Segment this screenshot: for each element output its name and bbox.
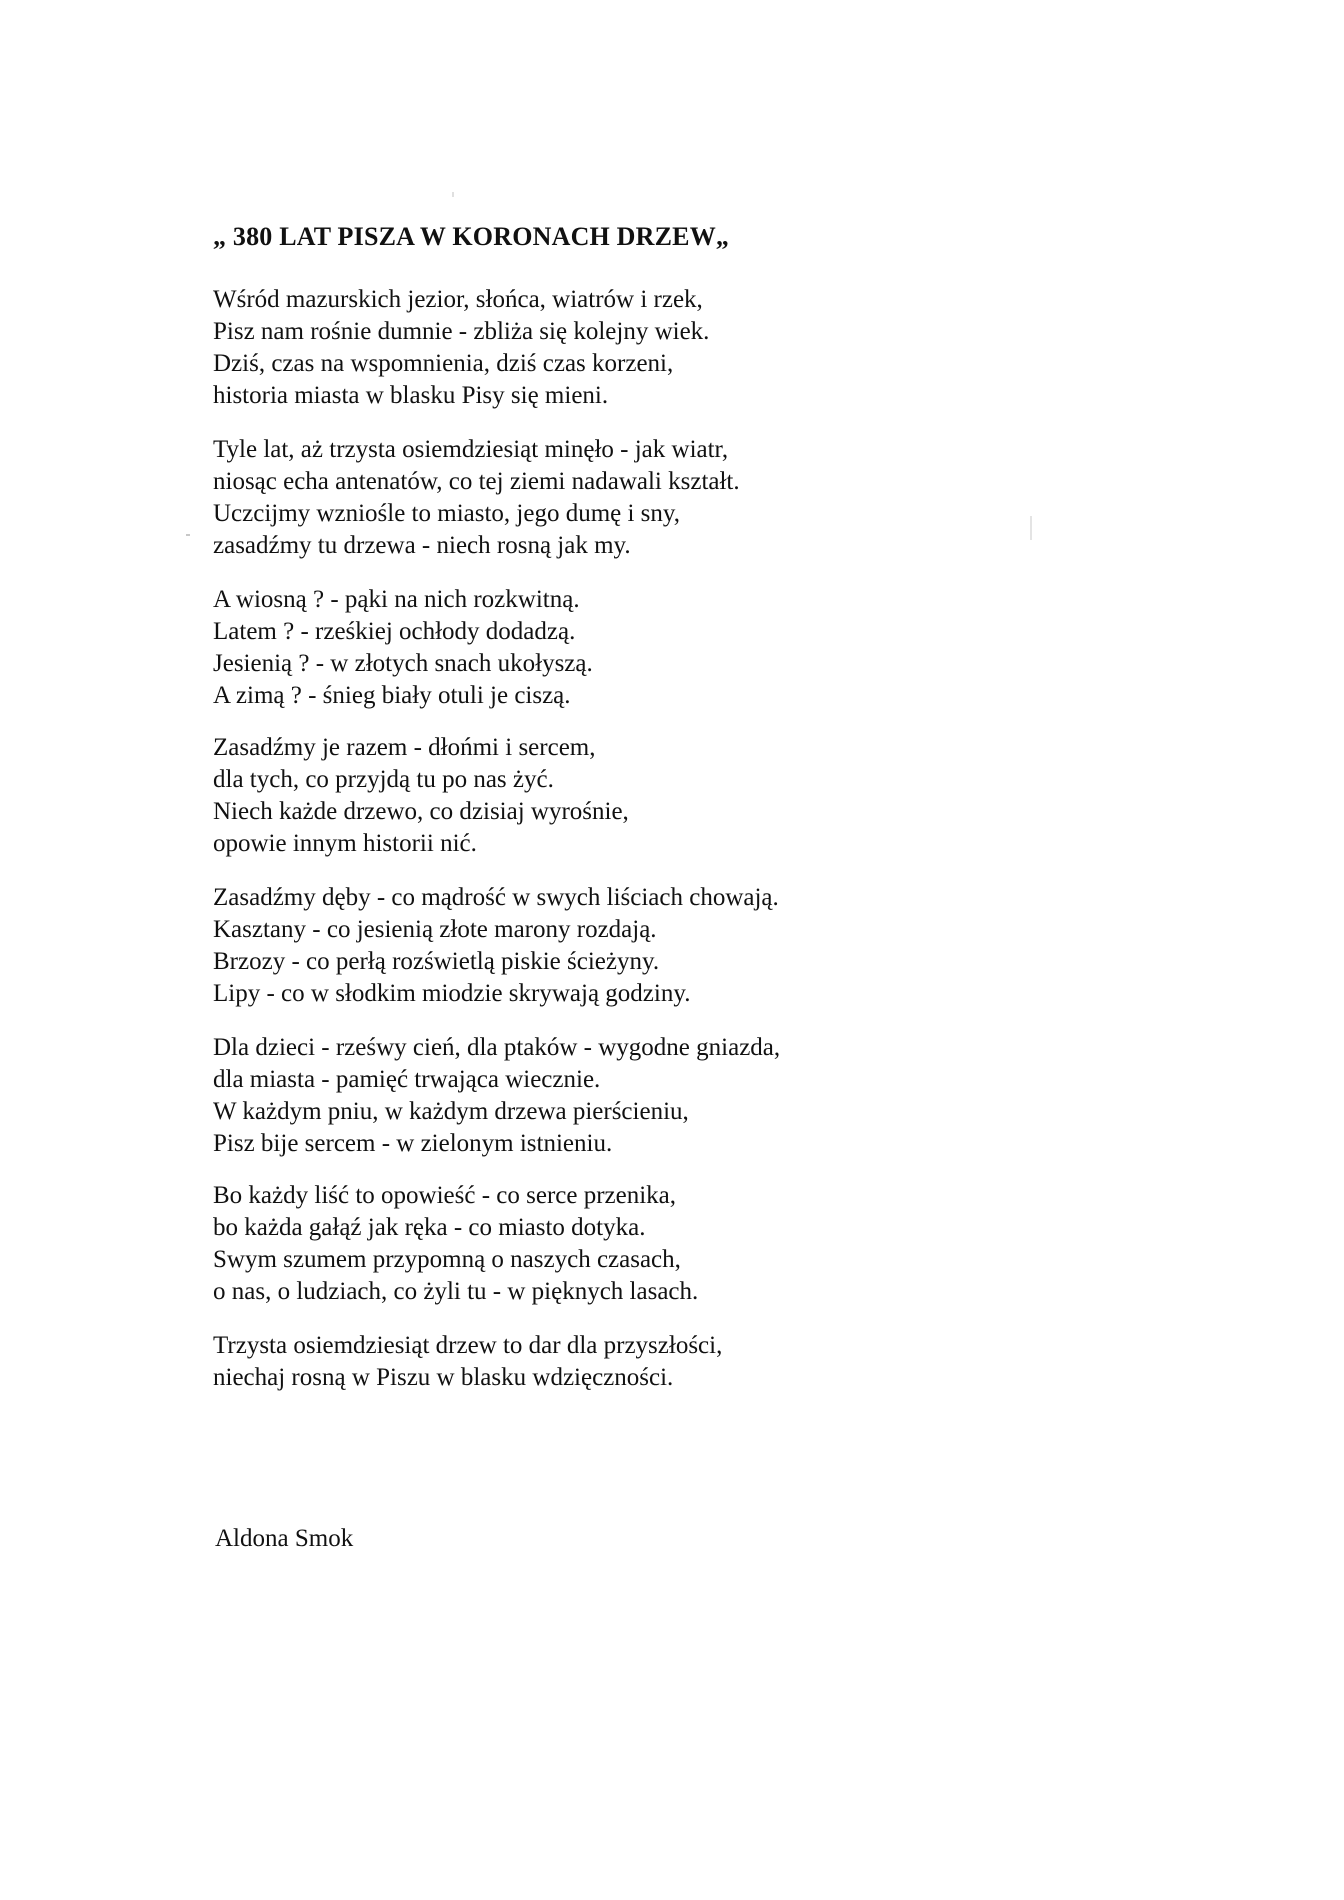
- poem-line: Uczcijmy wzniośle to miasto, jego dumę i sny,: [213, 500, 681, 527]
- poem-line: historia miasta w blasku Pisy się mieni.: [213, 382, 609, 409]
- author-signature: Aldona Smok: [215, 1525, 354, 1552]
- poem-line: Trzysta osiemdziesiąt drzew to dar dla przyszłości,: [213, 1332, 723, 1359]
- scan-speck: [186, 534, 190, 536]
- poem-line: Niech każde drzewo, co dzisiaj wyrośnie,: [213, 798, 629, 825]
- poem-line: dla miasta - pamięć trwająca wiecznie.: [213, 1066, 601, 1093]
- poem-line: Jesienią ? - w złotych snach ukołyszą.: [213, 650, 593, 677]
- poem-line: A wiosną ? - pąki na nich rozkwitną.: [213, 586, 580, 613]
- poem-line: W każdym pniu, w każdym drzewa pierścieniu,: [213, 1098, 689, 1125]
- poem-line: zasadźmy tu drzewa - niech rosną jak my.: [213, 532, 631, 559]
- poem-line: Tyle lat, aż trzysta osiemdziesiąt minęło - jak wiatr,: [213, 436, 729, 463]
- stanza-5: [213, 882, 779, 1010]
- poem-line: A zimą ? - śnieg biały otuli je ciszą.: [213, 682, 571, 709]
- stanza-2: [213, 434, 740, 562]
- poem-line: o nas, o ludziach, co żyli tu - w pięknych lasach.: [213, 1278, 699, 1305]
- stanza-1: [213, 284, 709, 412]
- poem-line: Swym szumem przypomną o naszych czasach,: [213, 1246, 681, 1273]
- stanza-4: [213, 732, 629, 860]
- stanza-8: [213, 1330, 722, 1394]
- poem-line: Pisz bije sercem - w zielonym istnieniu.: [213, 1130, 613, 1157]
- poem-line: bo każda gałąź jak ręka - co miasto dotyka.: [213, 1214, 646, 1241]
- scan-speck: [452, 192, 454, 197]
- poem-line: niosąc echa antenatów, co tej ziemi nadawali kształt.: [213, 468, 740, 495]
- poem-line: Bo każdy liść to opowieść - co serce przenika,: [213, 1182, 677, 1209]
- poem-line: Lipy - co w słodkim miodzie skrywają godziny.: [213, 980, 691, 1007]
- poem-line: Latem ? - rześkiej ochłody dodadzą.: [213, 618, 576, 645]
- poem-line: Zasadźmy dęby - co mądrość w swych liściach chowają.: [213, 884, 779, 911]
- poem-line: opowie innym historii nić.: [213, 830, 477, 857]
- stanza-7: [213, 1180, 698, 1308]
- stanza-3: [213, 584, 593, 712]
- scan-speck: [1030, 516, 1032, 540]
- stanza-6: [213, 1032, 780, 1160]
- poem-line: Brzozy - co perłą rozświetlą piskie ścieżyny.: [213, 948, 660, 975]
- poem-line: Zasadźmy je razem - dłońmi i sercem,: [213, 734, 596, 761]
- poem-line: Pisz nam rośnie dumnie - zbliża się kolejny wiek.: [213, 318, 710, 345]
- poem-line: Dziś, czas na wspomnienia, dziś czas korzeni,: [213, 350, 674, 377]
- poem-line: Wśród mazurskich jezior, słońca, wiatrów i rzek,: [213, 286, 703, 313]
- poem-line: Kasztany - co jesienią złote marony rozdają.: [213, 916, 657, 943]
- poem-line: dla tych, co przyjdą tu po nas żyć.: [213, 766, 554, 793]
- poem-title: „ 380 LAT PISZA W KORONACH DRZEW„: [213, 222, 730, 251]
- poem-line: Dla dzieci - rześwy cień, dla ptaków - wygodne gniazda,: [213, 1034, 781, 1061]
- poem-line: niechaj rosną w Piszu w blasku wdzięczności.: [213, 1364, 674, 1391]
